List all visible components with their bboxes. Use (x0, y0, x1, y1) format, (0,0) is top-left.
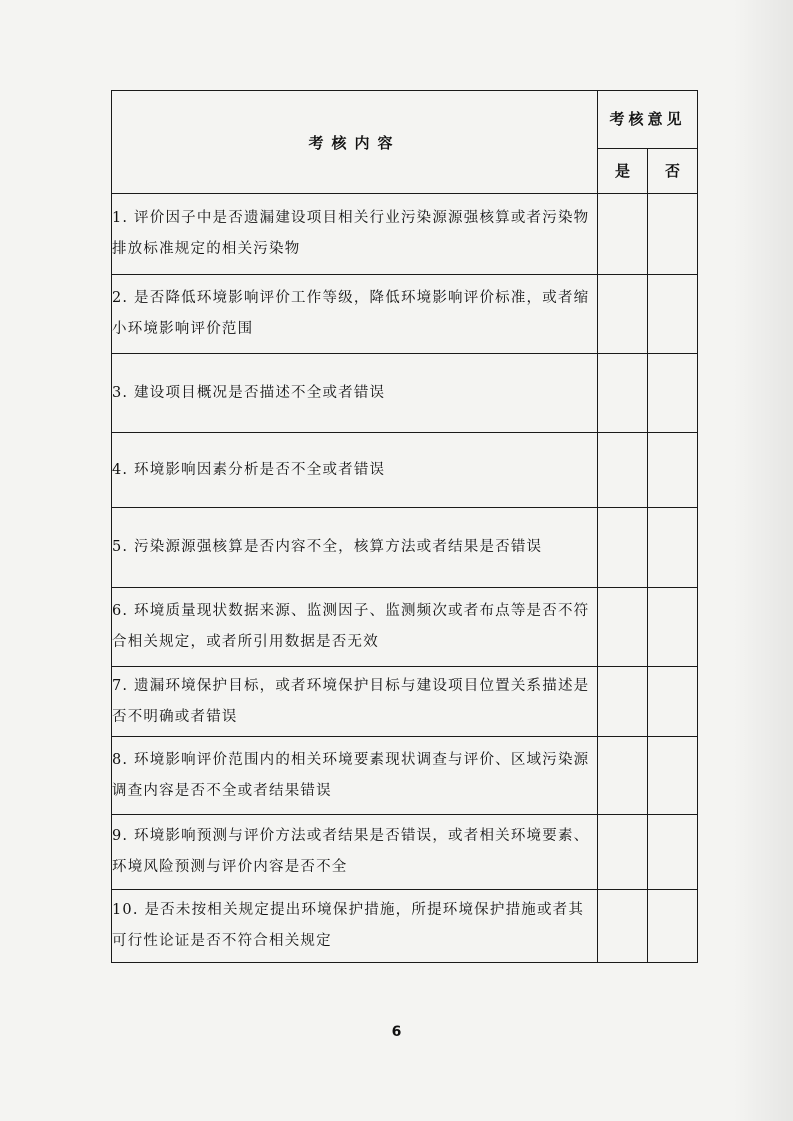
table-row (112, 737, 698, 815)
page-number: 6 (391, 1024, 402, 1040)
table-row (112, 815, 698, 890)
item-text: 6. 环境质量现状数据来源、监测因子、监测频次或者布点等是否不符合相关规定，或者所引用数据是否无效 (112, 588, 598, 667)
no-header: 否 (648, 148, 698, 193)
table-row (112, 508, 698, 588)
review-table (111, 90, 698, 963)
yes-checkbox-cell[interactable] (598, 667, 648, 737)
no-checkbox-cell[interactable] (648, 508, 698, 588)
yes-checkbox-cell[interactable] (598, 737, 648, 815)
table-row (112, 194, 698, 275)
item-text: 10. 是否未按相关规定提出环境保护措施，所提环境保护措施或者其可行性论证是否不符合相关规定 (112, 890, 598, 963)
item-text: 9. 环境影响预测与评价方法或者结果是否错误，或者相关环境要素、环境风险预测与评价内容是否不全 (112, 815, 598, 890)
yes-header: 是 (598, 148, 648, 193)
item-text: 7. 遗漏环境保护目标，或者环境保护目标与建设项目位置关系描述是否不明确或者错误 (112, 667, 598, 737)
table-row (112, 588, 698, 667)
table-row (112, 433, 698, 508)
header-row (112, 91, 698, 149)
no-checkbox-cell[interactable] (648, 890, 698, 963)
no-checkbox-cell[interactable] (648, 815, 698, 890)
content-header: 考核内容 (112, 91, 598, 194)
no-checkbox-cell[interactable] (648, 737, 698, 815)
table-row (112, 275, 698, 354)
yes-checkbox-cell[interactable] (598, 588, 648, 667)
no-checkbox-cell[interactable] (648, 588, 698, 667)
item-text: 3. 建设项目概况是否描述不全或者错误 (112, 354, 598, 433)
yes-checkbox-cell[interactable] (598, 508, 648, 588)
table-row (112, 890, 698, 963)
no-checkbox-cell[interactable] (648, 194, 698, 275)
table-row (112, 667, 698, 737)
table-row (112, 354, 698, 433)
item-text: 5. 污染源源强核算是否内容不全，核算方法或者结果是否错误 (112, 508, 598, 588)
item-text: 8. 环境影响评价范围内的相关环境要素现状调查与评价、区域污染源调查内容是否不全或者结果错误 (112, 737, 598, 815)
page-edge-shadow (733, 0, 793, 1121)
item-text: 1. 评价因子中是否遗漏建设项目相关行业污染源源强核算或者污染物排放标准规定的相关污染物 (112, 194, 598, 275)
yes-checkbox-cell[interactable] (598, 433, 648, 508)
no-checkbox-cell[interactable] (648, 433, 698, 508)
item-text: 4. 环境影响因素分析是否不全或者错误 (112, 433, 598, 508)
no-checkbox-cell[interactable] (648, 667, 698, 737)
yes-checkbox-cell[interactable] (598, 815, 648, 890)
yes-checkbox-cell[interactable] (598, 354, 648, 433)
no-checkbox-cell[interactable] (648, 275, 698, 354)
yes-checkbox-cell[interactable] (598, 890, 648, 963)
no-checkbox-cell[interactable] (648, 354, 698, 433)
yes-checkbox-cell[interactable] (598, 194, 648, 275)
yes-checkbox-cell[interactable] (598, 275, 648, 354)
item-text: 2. 是否降低环境影响评价工作等级，降低环境影响评价标准，或者缩小环境影响评价范围 (112, 275, 598, 354)
opinion-header: 考核意见 (598, 91, 698, 149)
